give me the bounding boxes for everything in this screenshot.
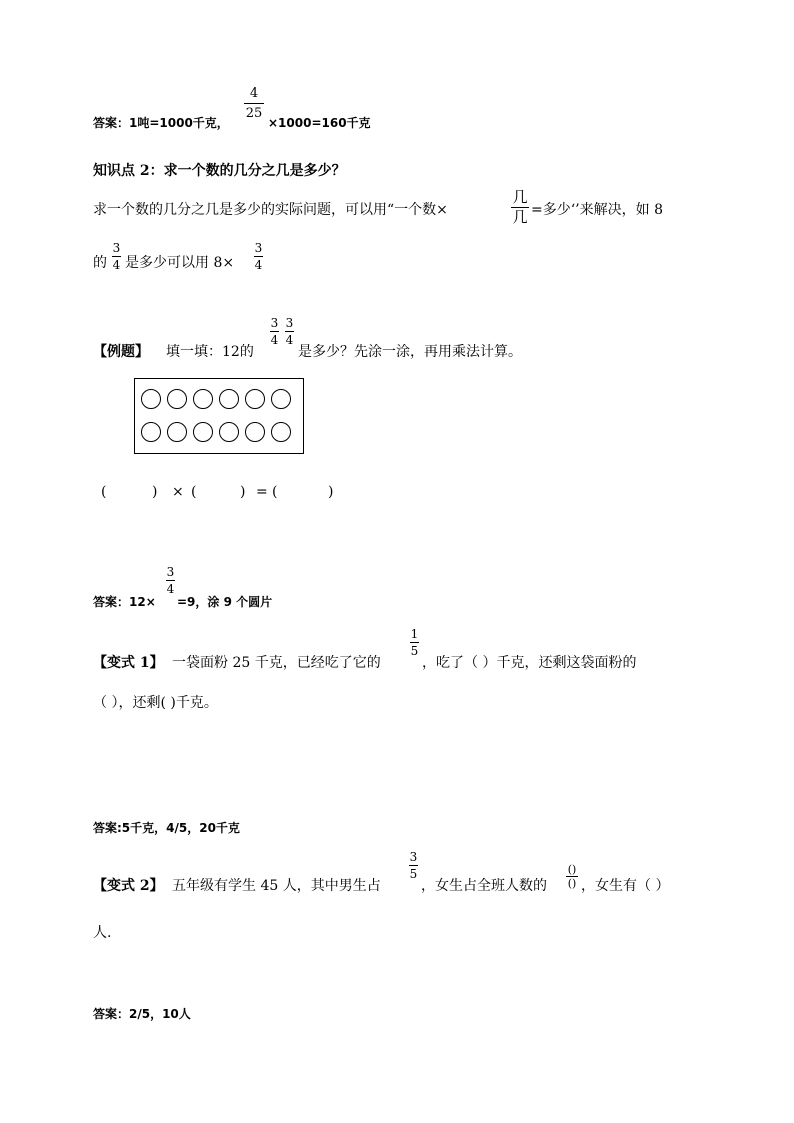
circle (167, 389, 187, 409)
equals-sign: = (256, 484, 268, 500)
variant2-suffix: ，女生有（ ） (581, 878, 670, 894)
variant2-blank-fraction (566, 864, 578, 889)
circle (245, 422, 265, 442)
example-answer-suffix: =9，涂 9 个圆片 (177, 595, 273, 609)
circle (219, 422, 239, 442)
blank-open-3: ( (272, 484, 278, 500)
circle (141, 422, 161, 442)
knowledge-point-line2-mid: 是多少可以用 8× (125, 255, 235, 271)
example-answer-prefix: 答案：12× (93, 595, 156, 609)
knowledge-point-line1-prefix: 求一个数的几分之几是多少的实际问题，可以用“一个数× (93, 202, 448, 218)
circle (167, 422, 187, 442)
fraction-numerator: () (567, 863, 577, 876)
example-label: 【例题】 (93, 344, 149, 360)
fraction-numerator: 3 (166, 565, 175, 579)
variant1-line2: （ ），还剩( )千克。 (93, 695, 218, 711)
top-answer-fraction (244, 87, 264, 120)
knowledge-point-line2-prefix: 的 (93, 255, 107, 271)
circles-box (134, 378, 304, 454)
fraction-denominator: 5 (410, 644, 419, 658)
example-suffix: 是多少？先涂一涂，再用乘法计算。 (298, 344, 522, 360)
knowledge-point-fraction-ji (511, 190, 529, 225)
fraction-denominator: 4 (270, 333, 279, 347)
variant1-line1-mid: ，吃了（ ）千克，还剩这袋面粉的 (422, 655, 637, 671)
blank-open-1: ( (101, 484, 107, 500)
fraction-numerator: 3 (270, 316, 279, 330)
times-sign: × (172, 484, 184, 500)
fraction-denominator: 4 (285, 333, 294, 347)
blank-open-2: ( (191, 484, 197, 500)
top-answer-suffix: ×1000=160千克 (268, 116, 371, 130)
variant1-answer: 答案:5千克，4/5，20千克 (93, 821, 240, 835)
fraction-denominator: 4 (254, 258, 263, 272)
fraction-denominator: 4 (112, 258, 121, 272)
blank-close-1: ) (152, 484, 158, 500)
example-fraction-a (270, 317, 279, 346)
knowledge-point-fraction-three-quarters-2 (254, 242, 263, 271)
circle (193, 422, 213, 442)
fraction-denominator: () (567, 877, 577, 890)
circle (193, 389, 213, 409)
fraction-numerator: 3 (112, 241, 121, 255)
fraction-denominator: 5 (409, 867, 418, 881)
fraction-numerator: 3 (254, 241, 263, 255)
circle (245, 389, 265, 409)
fraction-denominator: 4 (166, 582, 175, 596)
knowledge-point-title: 知识点 2：求一个数的几分之几是多少？ (93, 163, 346, 179)
fraction-denominator: 25 (245, 106, 263, 121)
circle (141, 389, 161, 409)
knowledge-point-line1-suffix: =多少‘’来解决，如 8 (531, 202, 663, 218)
variant2-answer: 答案：2/5，10人 (93, 1007, 191, 1021)
knowledge-point-fraction-three-quarters (112, 242, 121, 271)
variant2-mid: ，女生占全班人数的 (421, 878, 547, 894)
fraction-numerator: 1 (410, 627, 419, 641)
circle (271, 422, 291, 442)
fraction-denominator: 几 (512, 208, 528, 226)
fraction-numerator: 3 (409, 850, 418, 864)
fraction-numerator: 4 (249, 86, 259, 101)
blank-close-2: ) (240, 484, 246, 500)
fraction-numerator: 几 (512, 188, 528, 206)
top-answer-prefix: 答案：1吨=1000千克， (93, 116, 229, 130)
variant2-prefix: 五年级有学生 45 人，其中男生占 (172, 878, 381, 894)
variant1-line1-prefix: 一袋面粉 25 千克，已经吃了它的 (172, 655, 381, 671)
variant1-fraction (410, 628, 419, 657)
example-fraction-b (285, 317, 294, 346)
fraction-numerator: 3 (285, 316, 294, 330)
circle (219, 389, 239, 409)
blank-close-3: ) (328, 484, 334, 500)
variant1-label: 【变式 1】 (93, 655, 164, 671)
circle (271, 389, 291, 409)
variant2-fraction (409, 851, 418, 880)
variant2-line2: 人. (93, 925, 112, 941)
example-answer-fraction (166, 566, 175, 595)
example-prefix: 填一填：12的 (166, 344, 254, 360)
variant2-label: 【变式 2】 (93, 878, 164, 894)
